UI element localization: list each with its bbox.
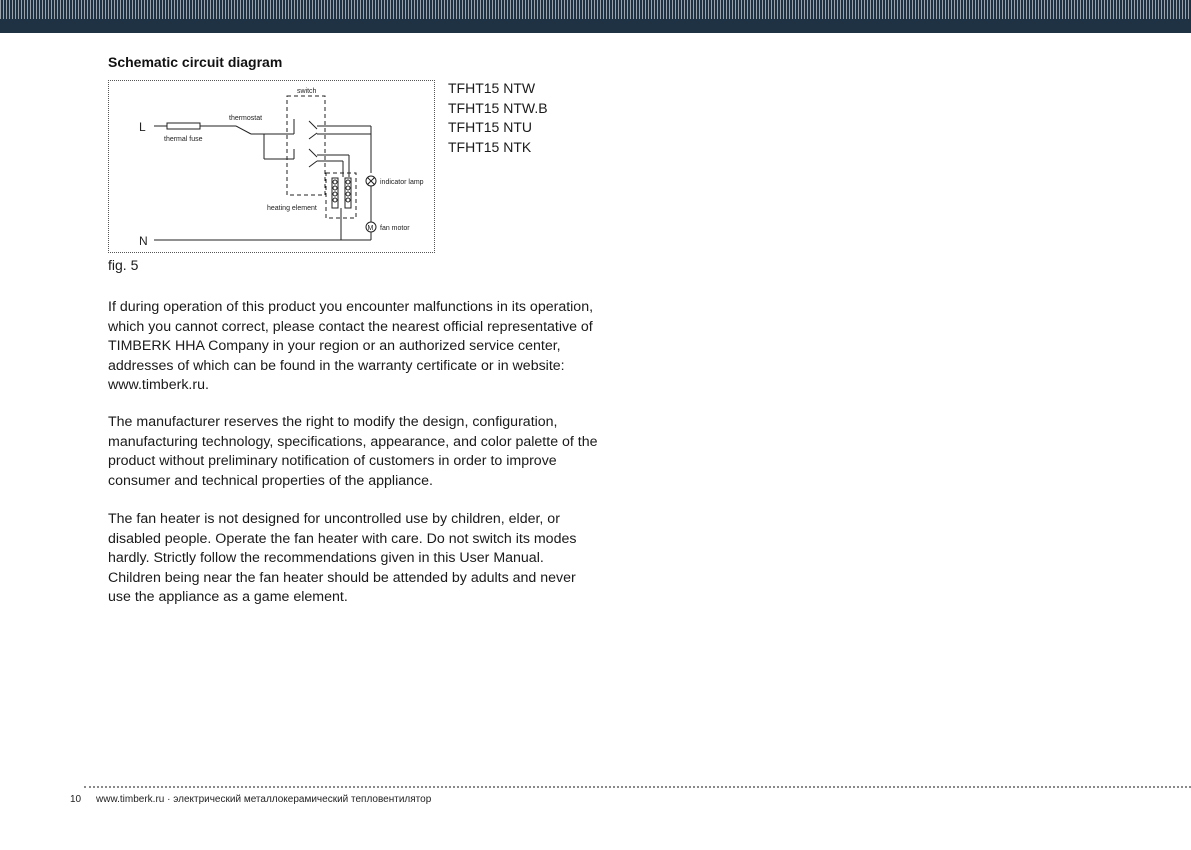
circuit-diagram-drawing: [109, 81, 436, 254]
label-thermal-fuse: thermal fuse: [164, 136, 203, 143]
label-heating-element: heating element: [267, 205, 317, 212]
model-list: [448, 79, 548, 157]
motor-symbol-letter: M: [367, 225, 374, 232]
footer-text: www.timberk.ru · электрический металлокерамический тепловентилятор: [96, 794, 432, 805]
thermostat-contact: [236, 126, 251, 134]
paragraph-service: If during operation of this product you encounter malfunctions in its operation, which you cannot correct, please contact the nearest official representative of TIMBERK HHA Company in your region or an authorized service center, addresses of which can be found in the warranty certificate or in website: www.timberk.ru.: [108, 299, 594, 393]
model-item: TFHT15 NTU: [448, 119, 532, 135]
footer-divider: [84, 786, 1191, 788]
label-indicator-lamp: indicator lamp: [380, 179, 424, 186]
page-number: 10: [70, 794, 82, 805]
model-item: TFHT15 NTW.B: [448, 99, 548, 116]
switch-frame: [287, 96, 325, 195]
label-switch: switch: [297, 88, 317, 95]
model-item: TFHT15 NTW: [448, 80, 536, 96]
header-bar: [0, 0, 1191, 33]
label-thermostat: thermostat: [229, 115, 263, 122]
circuit-diagram: [108, 80, 435, 253]
paragraph-manufacturer: The manufacturer reserves the right to modify the design, configuration, manufacturing technology, specifications, appearance, and color palette of the product without preliminary notification of customers in order to improve consumer and technical properties of the appliance.: [108, 414, 598, 489]
paragraph-safety: The fan heater is not designed for uncontrolled use by children, elder, or disabled people. Operate the fan heater with care. Do not switch its modes hardly. Strictly follow the recommendations given in this User Manual. Children being near the fan heater should be attended by adults and never use the appliance as a game element.: [108, 511, 577, 605]
figure-caption: fig. 5: [108, 257, 139, 273]
label-L: L: [139, 120, 146, 134]
thermal-fuse-symbol: [167, 123, 200, 129]
section-title: Schematic circuit diagram: [108, 54, 283, 70]
model-item: TFHT15 NTK: [448, 138, 532, 155]
label-fan-motor: fan motor: [380, 225, 410, 232]
label-N: N: [139, 234, 148, 248]
